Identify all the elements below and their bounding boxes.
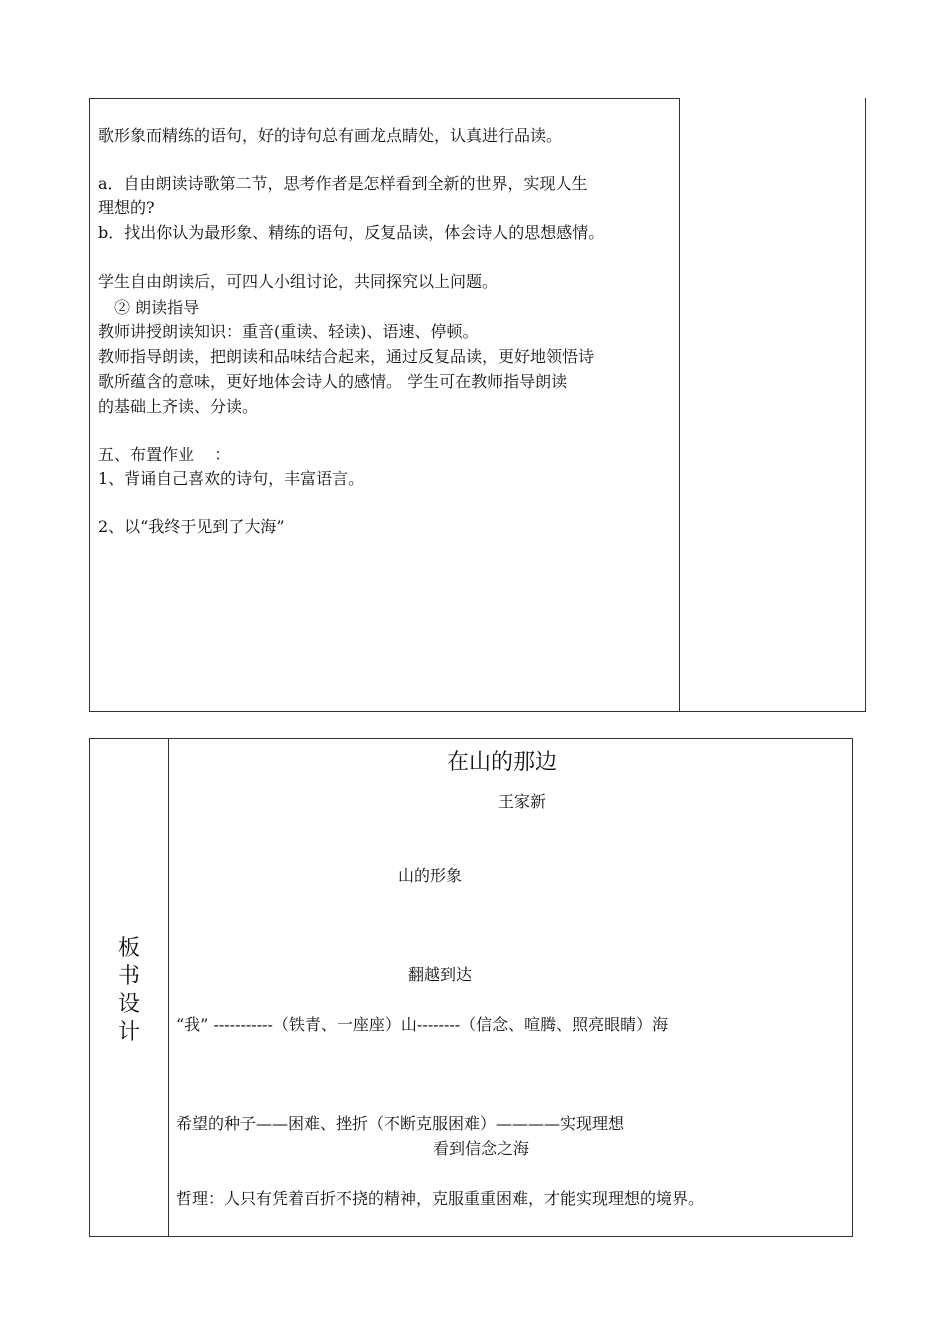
upper-line-4: b．找出你认为最形象、精练的语句，反复品读，体会诗人的思想感情。 xyxy=(98,223,605,242)
upper-line-6: ② 朗读指导 xyxy=(114,298,200,317)
board-design-side-label xyxy=(114,935,144,1047)
upper-line-7: 教师讲授朗读知识：重音(重读、轻读)、语速、停顿。 xyxy=(98,322,479,341)
board-philosophy: 哲理：人只有凭着百折不挠的精神，克服重重困难，才能实现理想的境界。 xyxy=(176,1189,705,1208)
upper-line-9: 歌所蕴含的意味，更好地体会诗人的感情。 学生可在教师指导朗读 xyxy=(98,372,568,391)
upper-line-2: a．自由朗读诗歌第二节，思考作者是怎样看到全新的世界，实现人生 xyxy=(98,174,588,193)
board-sea-line: 看到信念之海 xyxy=(433,1139,530,1158)
upper-line-5: 学生自由朗读后，可四人小组讨论，共同探究以上问题。 xyxy=(98,272,499,291)
side-label-char-4: 计 xyxy=(117,1020,140,1045)
side-label-char-1: 板 xyxy=(117,936,140,961)
side-label-char-2: 书 xyxy=(117,964,140,989)
upper-line-12: 1、背诵自己喜欢的诗句，丰富语言。 xyxy=(98,469,365,488)
upper-table-right-border xyxy=(865,98,866,712)
upper-line-8: 教师指导朗读，把朗读和品味结合起来，通过反复品读，更好地领悟诗 xyxy=(98,347,595,366)
upper-line-13: 2、以“我终于见到了大海” xyxy=(98,517,285,536)
board-cross-reach: 翻越到达 xyxy=(408,965,473,984)
side-label-char-3: 设 xyxy=(117,992,140,1017)
board-mountain-image: 山的形象 xyxy=(398,866,463,885)
upper-table-top-border xyxy=(89,98,680,99)
board-title: 在山的那边 xyxy=(447,750,558,775)
upper-table-column-divider xyxy=(679,98,680,712)
board-design-column-divider xyxy=(168,738,169,1237)
upper-line-3: 理想的? xyxy=(98,198,155,217)
board-author: 王家新 xyxy=(498,792,547,811)
upper-line-1: 歌形象而精练的语句，好的诗句总有画龙点睛处，认真进行品读。 xyxy=(98,126,563,145)
board-main-line: “我” -----------（铁青、一座座）山--------（信念、喧腾、照亮眼睛）海 xyxy=(176,1015,669,1034)
upper-line-10: 的基础上齐读、分读。 xyxy=(98,397,259,416)
upper-line-11: 五、布置作业 ： xyxy=(98,445,231,464)
board-design-table xyxy=(89,738,853,1237)
board-hope-line: 希望的种子——困难、挫折（不断克服困难）————实现理想 xyxy=(176,1114,625,1133)
